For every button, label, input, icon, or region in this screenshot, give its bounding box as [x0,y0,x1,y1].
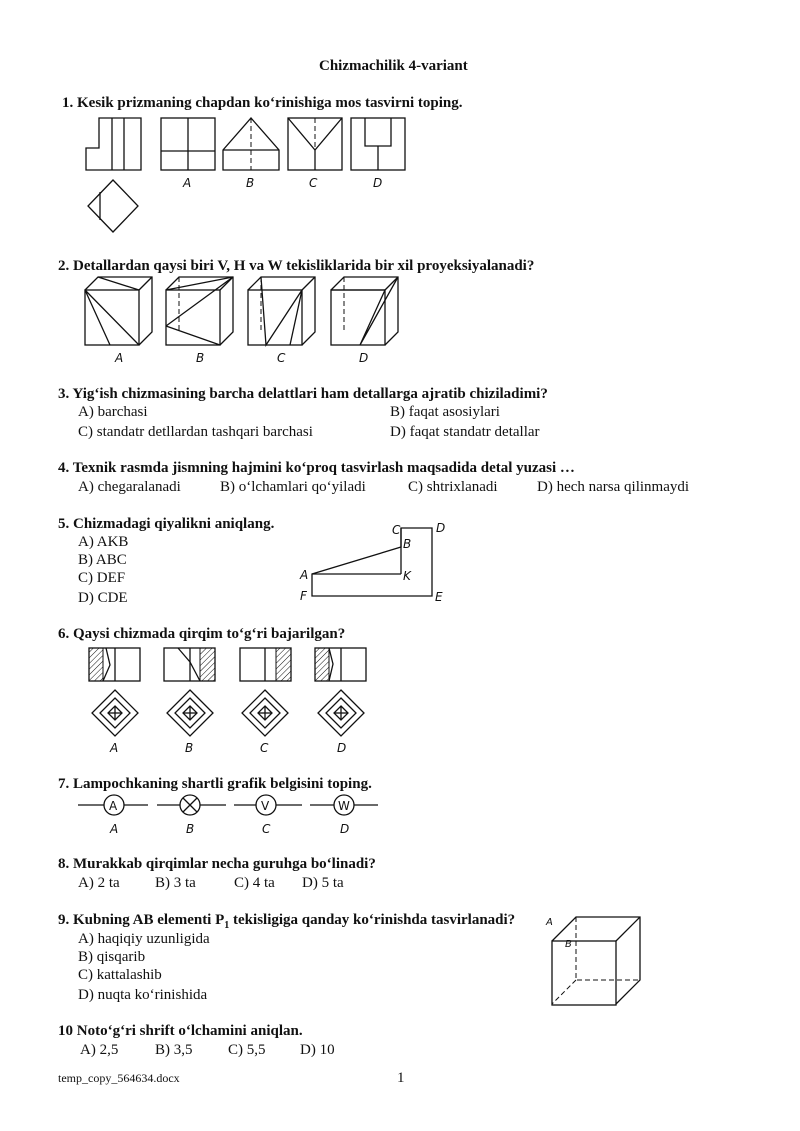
q7-symbol-c-letter: V [261,799,270,813]
question-9: 9. Kubning AB elementi $P_1$ tekisligiga qanday ko‘rinishda tasvirlanadi? [58,912,516,931]
q5-option-b: B) ABC [78,552,127,568]
q1-label-b: B [246,176,255,190]
q1-label-c: C [309,176,318,190]
page-number: 1 [397,1070,405,1086]
q4-option-b: B) o‘lchamlari qo‘yiladi [220,479,366,495]
q6-label-c: C [260,741,269,755]
question-5: 5. Chizmadagi qiyalikni aniqlang. [58,516,275,532]
q10-option-a: A) 2,5 [80,1042,119,1058]
question-7: 7. Lampochkaning shartli grafik belgisini toping. [58,776,372,792]
page-title: Chizmachilik 4-variant [319,58,468,74]
q3-option-c: C) standatr detllardan tashqari barchasi [78,424,313,440]
q3-option-b: B) faqat asosiylari [390,404,500,420]
q5-point-d: D [436,521,446,535]
q9-point-b: B [565,939,572,950]
q6-label-b: B [185,741,194,755]
q9-option-d: D) nuqta ko‘rinishida [78,987,208,1003]
q9-option-c: C) kattalashib [78,967,162,983]
question-2: 2. Detallardan qaysi biri V, H va W tekisliklarida bir xil proyeksiyalanadi? [58,258,535,274]
q3-option-d: D) faqat standatr detallar [390,424,540,440]
q8-option-d: D) 5 ta [302,875,344,891]
q10-option-b: B) 3,5 [155,1042,193,1058]
question-3: 3. Yig‘ish chizmasining barcha delattlari ham detallarga ajratib chiziladimi? [58,386,548,402]
q5-point-b: B [403,537,412,551]
q5-point-e: E [435,590,443,604]
q2-label-a: A [115,351,124,365]
q5-option-d: D) CDE [78,590,128,606]
q1-label-a: A [183,176,192,190]
q6-label-a: A [110,741,119,755]
q4-option-a: A) chegaralanadi [78,479,181,495]
q7-label-a: A [110,822,119,836]
q7-label-b: B [186,822,195,836]
question-10: 10 Noto‘g‘ri shrift o‘lchamini aniqlan. [58,1023,303,1039]
q10-option-d: D) 10 [300,1042,335,1058]
q5-point-c: C [392,523,401,537]
q4-option-c: C) shtrixlanadi [408,479,498,495]
q4-option-d: D) hech narsa qilinmaydi [537,479,690,495]
q8-option-b: B) 3 ta [155,875,196,891]
q5-option-a: A) AKB [78,534,129,550]
q2-label-b: B [196,351,205,365]
q7-label-d: D [340,822,350,836]
q5-option-c: C) DEF [78,570,126,586]
q1-label-d: D [373,176,383,190]
q8-option-c: C) 4 ta [234,875,275,891]
q2-label-c: C [277,351,286,365]
q10-option-c: C) 5,5 [228,1042,266,1058]
footer-filename: temp_copy_564634.docx [58,1071,180,1085]
question-4: 4. Texnik rasmda jismning hajmini ko‘proq tasvirlash maqsadida detal yuzasi … [58,460,575,476]
q9-option-a: A) haqiqiy uzunligida [78,931,210,947]
question-8: 8. Murakkab qirqimlar necha guruhga bo‘linadi? [58,856,376,872]
q7-symbol-d-letter: W [338,799,350,813]
q5-point-a: A [300,568,309,582]
q5-point-k: K [403,569,411,583]
q7-label-c: C [262,822,271,836]
q6-label-d: D [337,741,347,755]
q7-symbol-a-letter: A [109,799,118,813]
q3-option-a: A) barchasi [78,404,148,420]
q9-option-b: B) qisqarib [78,949,146,965]
question-1: 1. Kesik prizmaning chapdan ko‘rinishiga mos tasvirni toping. [62,95,463,111]
q8-option-a: A) 2 ta [78,875,120,891]
q9-point-a: A [546,917,553,928]
q2-label-d: D [359,351,369,365]
q5-point-f: F [300,589,307,603]
question-6: 6. Qaysi chizmada qirqim to‘g‘ri bajarilgan? [58,626,346,642]
